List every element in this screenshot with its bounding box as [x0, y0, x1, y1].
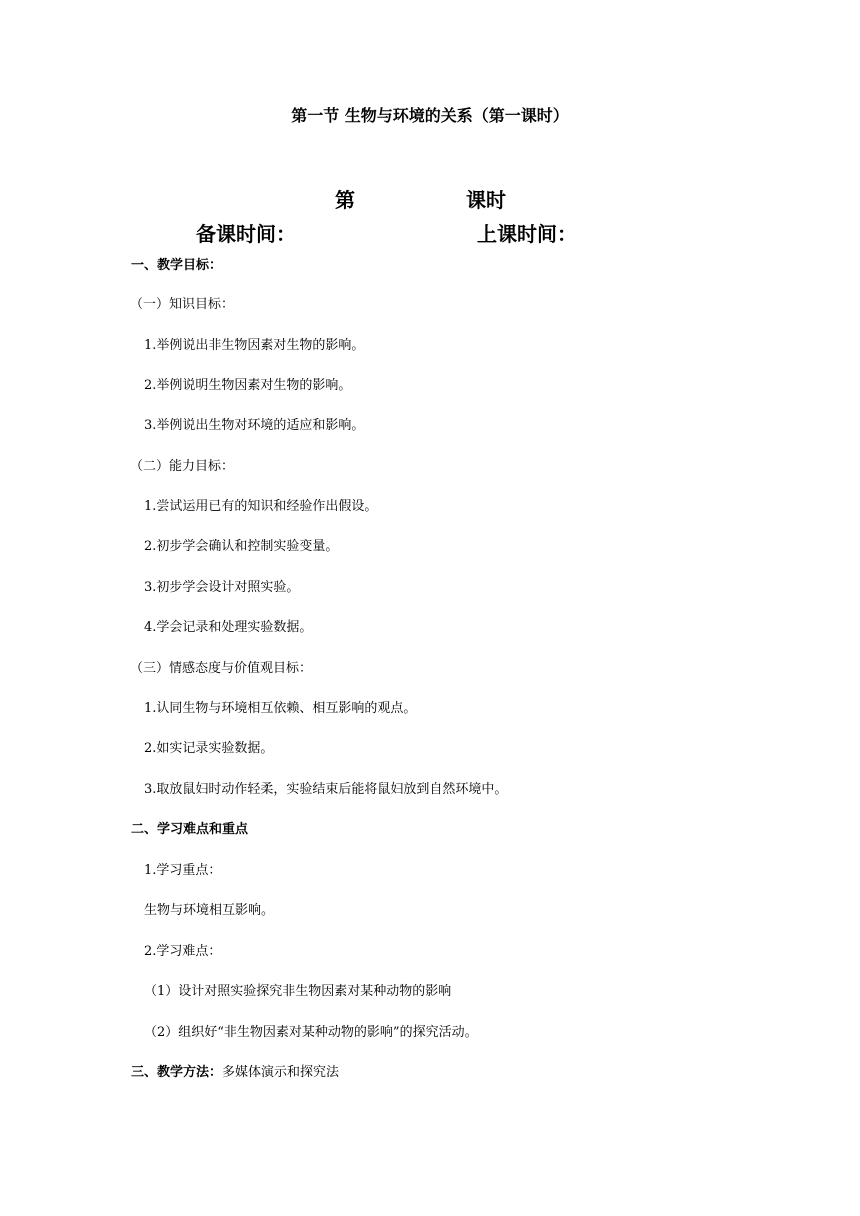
- goals-heading: 一、教学目标：: [131, 258, 223, 273]
- lesson-prefix: 第: [335, 188, 355, 212]
- class-time-label: 上课时间：: [477, 222, 577, 246]
- difficulty-item: （1）设计对照实验探究非生物因素对某种动物的影响: [144, 984, 452, 999]
- lesson-suffix: 课时: [466, 188, 506, 212]
- prep-time-label: 备课时间：: [196, 222, 296, 246]
- ability-item: 1.尝试运用已有的知识和经验作出假设。: [144, 499, 378, 514]
- attitude-item: 3.取放鼠妇时动作轻柔，实验结束后能将鼠妇放到自然环境中。: [144, 782, 508, 797]
- difficulty-item: （2）组织好“非生物因素对某种动物的影响”的探究活动。: [144, 1025, 478, 1040]
- ability-item: 2.初步学会确认和控制实验变量。: [144, 539, 339, 554]
- ability-item: 4.学会记录和处理实验数据。: [144, 620, 313, 635]
- ability-heading: （二）能力目标：: [130, 459, 235, 474]
- method-line: [131, 1066, 339, 1079]
- difficulty-heading: 二、学习难点和重点: [131, 822, 249, 837]
- document-title: 第一节 生物与环境的关系（第一课时）: [291, 106, 569, 125]
- attitude-heading: （三）情感态度与价值观目标：: [130, 661, 313, 676]
- attitude-item: 2.如实记录实验数据。: [144, 741, 274, 756]
- focus-text: 生物与环境相互影响。: [144, 903, 275, 918]
- knowledge-heading: （一）知识目标：: [130, 297, 235, 312]
- ability-item: 3.初步学会设计对照实验。: [144, 580, 300, 595]
- knowledge-item: 1.举例说出非生物因素对生物的影响。: [144, 338, 365, 353]
- method-heading: 三、教学方法：: [131, 1065, 223, 1080]
- focus-label: 1.学习重点：: [144, 863, 222, 878]
- knowledge-item: 3.举例说出生物对环境的适应和影响。: [144, 418, 365, 433]
- attitude-item: 1.认同生物与环境相互依赖、相互影响的观点。: [144, 701, 417, 716]
- knowledge-item: 2.举例说明生物因素对生物的影响。: [144, 378, 352, 393]
- method-text: 多媒体演示和探究法: [222, 1065, 340, 1080]
- difficulty-label: 2.学习难点：: [144, 944, 222, 959]
